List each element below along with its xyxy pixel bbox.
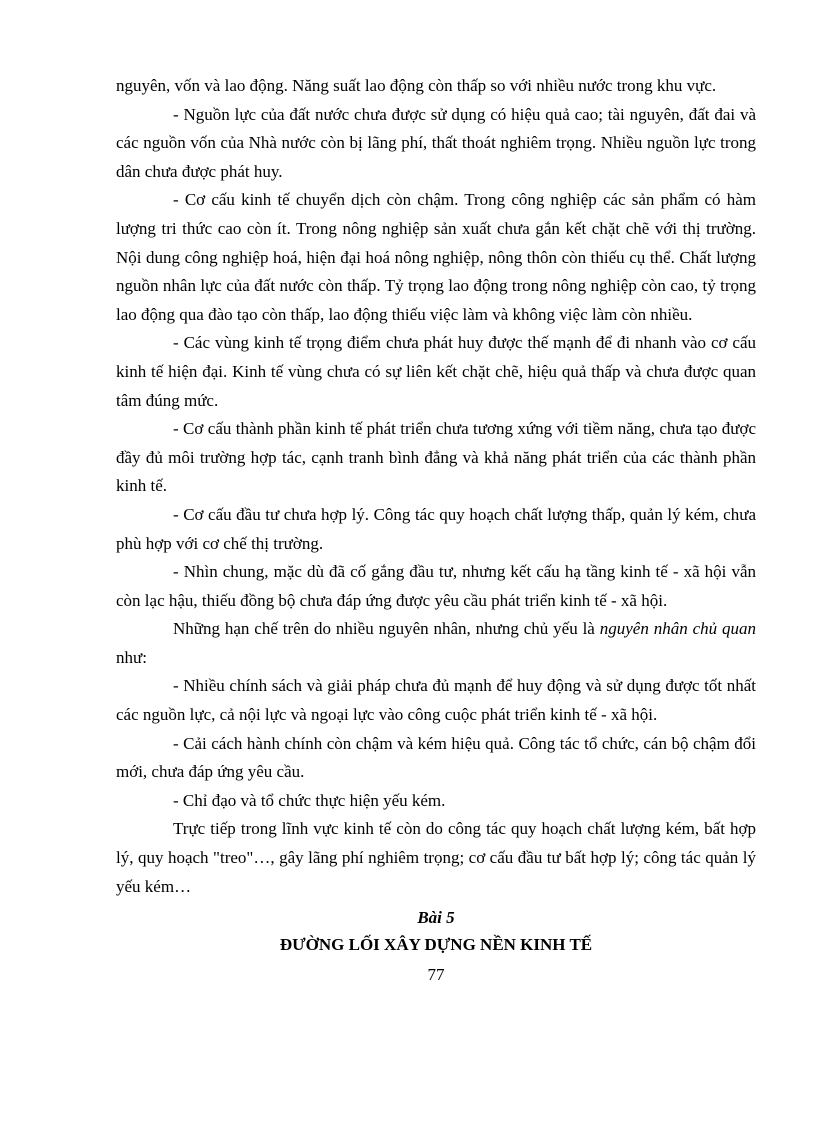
page-number: 77 <box>427 965 445 985</box>
paragraph-cause-admin-reform: - Cải cách hành chính còn chậm và kém hiệu quả. Công tác tổ chức, cán bộ chậm đổi mới, chưa đáp ứng yêu cầu. <box>116 733 756 782</box>
paragraph-cause-policies: - Nhiều chính sách và giải pháp chưa đủ mạnh để huy động và sử dụng được tốt nhất các nguồn lực, cả nội lực và ngoại lực vào công cuộc phát triển kinh tế - xã hội. <box>116 676 756 725</box>
paragraph-economic-structure: - Cơ cấu kinh tế chuyển dịch còn chậm. Trong công nghiệp các sản phẩm có hàm lượng tri thức cao còn ít. Trong nông nghiệp sản xuất chưa gắn kết chặt chẽ với thị trường. Nội dung công nghiệp hoá, hiện đại hoá nông nghiệp, nông thôn còn thiếu cụ thể. Chất lượng nguồn nhân lực của đất nước còn thấp. Tỷ trọng lao động trong nông nghiệp còn cao, tỷ trọng lao động qua đào tạo còn thấp, lao động thiếu việc làm và không việc làm còn nhiều. <box>116 190 756 324</box>
paragraph-continuation: nguyên, vốn và lao động. Năng suất lao động còn thấp so với nhiều nước trong khu vực. <box>116 76 717 95</box>
paragraph-key-regions: - Các vùng kinh tế trọng điểm chưa phát huy được thế mạnh để đi nhanh vào cơ cấu kinh tế hiện đại. Kinh tế vùng chưa có sự liên kết chặt chẽ, hiệu quả thấp và chưa được quan tâm đúng mức. <box>116 333 756 410</box>
paragraph-cause-direct: Trực tiếp trong lĩnh vực kinh tế còn do công tác quy hoạch chất lượng kém, bất hợp lý, quy hoạch "treo"…, gây lãng phí nghiêm trọng; cơ cấu đầu tư bất hợp lý; công tác quản lý yếu kém… <box>116 819 756 896</box>
paragraph-cause-leadership: - Chỉ đạo và tổ chức thực hiện yếu kém. <box>173 790 446 810</box>
paragraph-economic-sectors: - Cơ cấu thành phần kinh tế phát triển chưa tương xứng với tiềm năng, chưa tạo được đầy đủ môi trường hợp tác, cạnh tranh bình đẳng và khả năng phát triển của các thành phần kinh tế. <box>116 419 756 496</box>
document-page <box>116 72 756 989</box>
lesson-label: Bài 5 <box>417 908 455 928</box>
paragraph-investment-structure: - Cơ cấu đầu tư chưa hợp lý. Công tác quy hoạch chất lượng thấp, quản lý kém, chưa phù hợp với cơ chế thị trường. <box>116 504 756 553</box>
paragraph-infrastructure: - Nhìn chung, mặc dù đã cố gắng đầu tư, nhưng kết cấu hạ tầng kinh tế - xã hội vẫn còn lạc hậu, thiếu đồng bộ chưa đáp ứng được yêu cầu phát triển kinh tế - xã hội. <box>116 562 756 610</box>
causes-intro-before: Những hạn chế trên do nhiều nguyên nhân, nhưng chủ yếu là <box>173 619 600 639</box>
paragraph-causes-intro <box>116 615 756 672</box>
causes-intro-after: như: <box>116 647 147 667</box>
paragraph-resources: - Nguồn lực của đất nước chưa được sử dụng có hiệu quả cao; tài nguyên, đất đai và các nguồn vốn của Nhà nước còn bị lãng phí, thất thoát nghiêm trọng. Nhiều nguồn lực trong dân chưa được phát huy. <box>116 104 756 181</box>
chapter-title: ĐƯỜNG LỐI XÂY DỰNG NỀN KINH TẾ <box>279 935 593 955</box>
causes-intro-emphasis: nguyên nhân chủ quan <box>599 619 756 639</box>
